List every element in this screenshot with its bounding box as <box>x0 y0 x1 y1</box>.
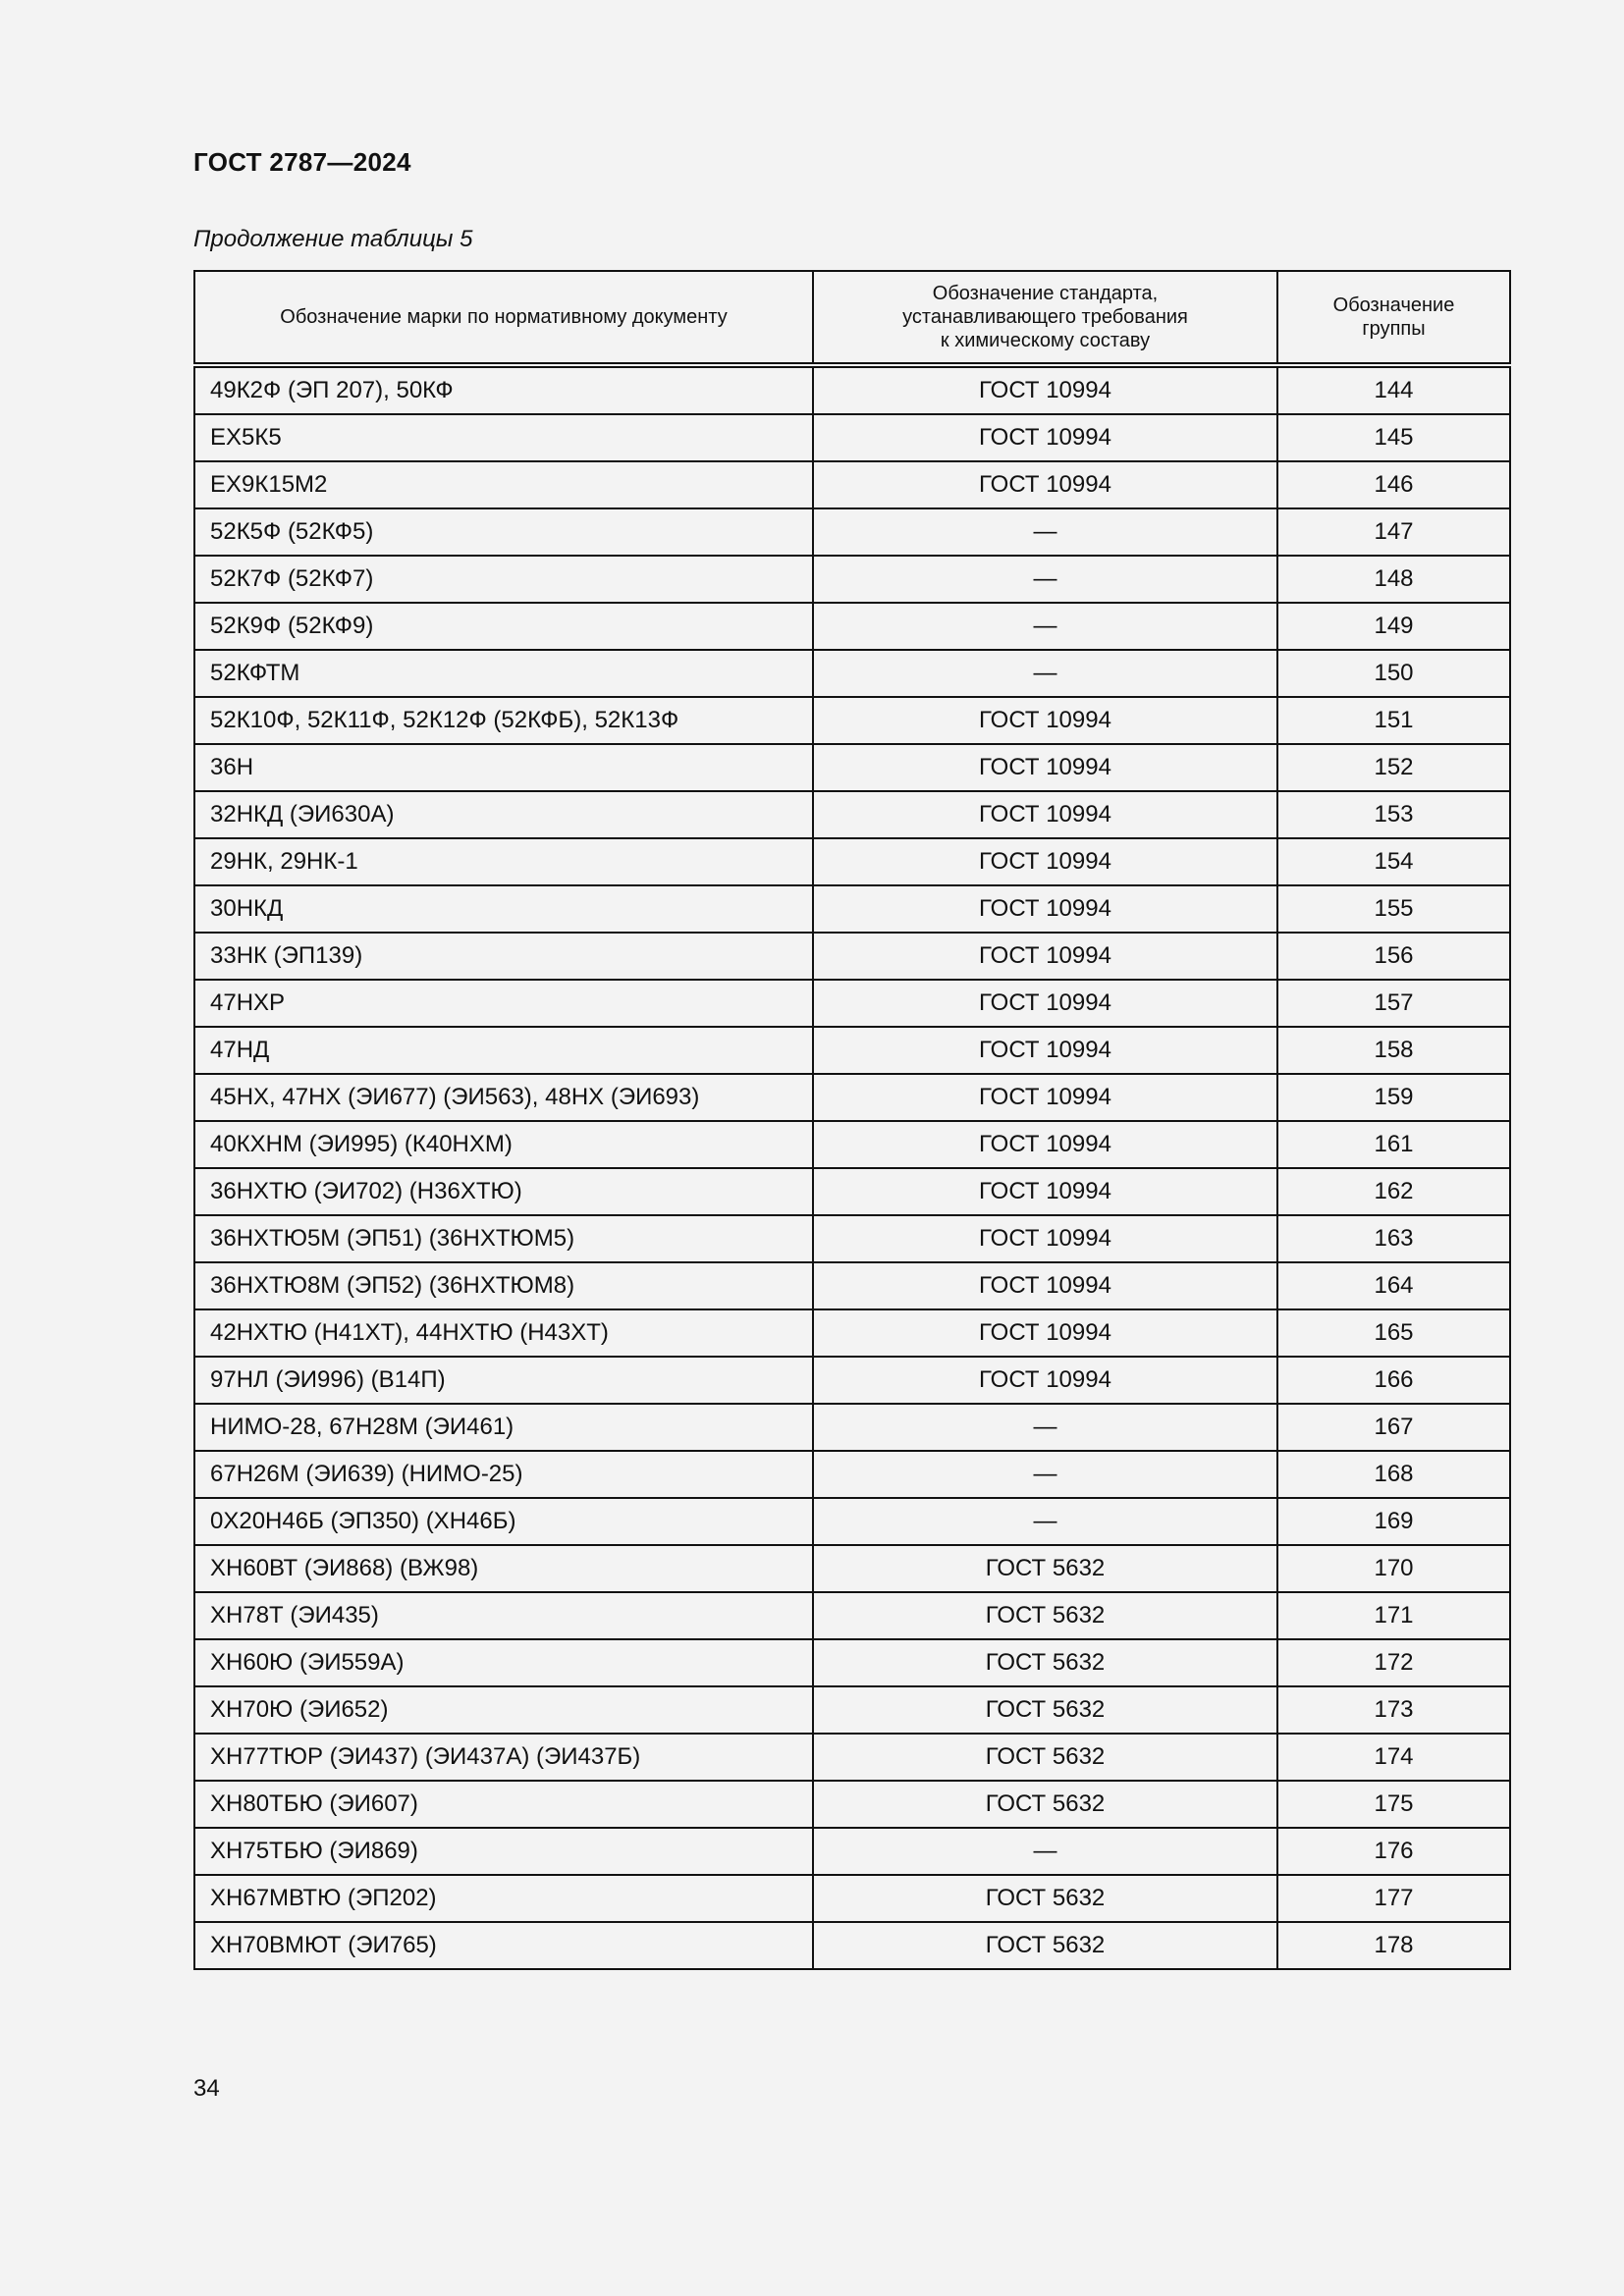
group-cell: 176 <box>1277 1828 1510 1875</box>
table-row <box>194 1686 1510 1734</box>
table-row <box>194 414 1510 461</box>
group-cell: 177 <box>1277 1875 1510 1922</box>
table-row <box>194 1168 1510 1215</box>
standard-cell: ГОСТ 10994 <box>813 1309 1277 1357</box>
standard-cell: ГОСТ 5632 <box>813 1639 1277 1686</box>
grade-cell: ХН70Ю (ЭИ652) <box>194 1686 813 1734</box>
group-cell: 174 <box>1277 1734 1510 1781</box>
table-row <box>194 461 1510 508</box>
grade-cell: 52К10Ф, 52К11Ф, 52К12Ф (52КФБ), 52К13Ф <box>194 697 813 744</box>
standard-cell: ГОСТ 10994 <box>813 980 1277 1027</box>
standard-cell: ГОСТ 10994 <box>813 365 1277 414</box>
grade-cell: 32НКД (ЭИ630А) <box>194 791 813 838</box>
grade-cell: ХН77ТЮР (ЭИ437) (ЭИ437А) (ЭИ437Б) <box>194 1734 813 1781</box>
grade-cell: 52КФТМ <box>194 650 813 697</box>
table-row <box>194 697 1510 744</box>
grade-cell: 49К2Ф (ЭП 207), 50КФ <box>194 365 813 414</box>
table-row <box>194 556 1510 603</box>
table-row <box>194 838 1510 885</box>
standard-cell: ГОСТ 5632 <box>813 1592 1277 1639</box>
group-cell: 159 <box>1277 1074 1510 1121</box>
grade-cell: ЕХ9К15М2 <box>194 461 813 508</box>
grade-cell: 0Х20Н46Б (ЭП350) (ХН46Б) <box>194 1498 813 1545</box>
table-row <box>194 1451 1510 1498</box>
table-row <box>194 1592 1510 1639</box>
table-row <box>194 508 1510 556</box>
table-row <box>194 1875 1510 1922</box>
table-row <box>194 1074 1510 1121</box>
grade-cell: 40КХНМ (ЭИ995) (К40НХМ) <box>194 1121 813 1168</box>
grade-cell: ХН78Т (ЭИ435) <box>194 1592 813 1639</box>
standard-cell: — <box>813 1451 1277 1498</box>
group-cell: 150 <box>1277 650 1510 697</box>
table-row <box>194 365 1510 414</box>
table-caption: Продолжение таблицы 5 <box>193 226 473 252</box>
standard-cell: ГОСТ 5632 <box>813 1686 1277 1734</box>
group-cell: 170 <box>1277 1545 1510 1592</box>
table-body <box>194 365 1510 1969</box>
group-cell: 147 <box>1277 508 1510 556</box>
grade-cell: 42НХТЮ (Н41ХТ), 44НХТЮ (Н43ХТ) <box>194 1309 813 1357</box>
header-row <box>194 271 1510 365</box>
table-row <box>194 744 1510 791</box>
group-cell: 162 <box>1277 1168 1510 1215</box>
group-cell: 153 <box>1277 791 1510 838</box>
standard-cell: ГОСТ 10994 <box>813 791 1277 838</box>
group-cell: 149 <box>1277 603 1510 650</box>
grades-table <box>193 270 1511 1970</box>
standard-cell: ГОСТ 5632 <box>813 1781 1277 1828</box>
group-cell: 155 <box>1277 885 1510 933</box>
grade-cell: 47НХР <box>194 980 813 1027</box>
grade-cell: НИМО-28, 67Н28М (ЭИ461) <box>194 1404 813 1451</box>
group-cell: 166 <box>1277 1357 1510 1404</box>
table-row <box>194 1545 1510 1592</box>
standard-cell: ГОСТ 10994 <box>813 1074 1277 1121</box>
group-cell: 171 <box>1277 1592 1510 1639</box>
group-cell: 156 <box>1277 933 1510 980</box>
grade-cell: 45НХ, 47НХ (ЭИ677) (ЭИ563), 48НХ (ЭИ693) <box>194 1074 813 1121</box>
standard-cell: — <box>813 650 1277 697</box>
grade-cell: ХН60ВТ (ЭИ868) (ВЖ98) <box>194 1545 813 1592</box>
standard-cell: ГОСТ 10994 <box>813 1121 1277 1168</box>
group-cell: 154 <box>1277 838 1510 885</box>
table-row <box>194 980 1510 1027</box>
document-header: ГОСТ 2787—2024 <box>193 147 411 177</box>
group-cell: 158 <box>1277 1027 1510 1074</box>
table-row <box>194 1781 1510 1828</box>
group-cell: 165 <box>1277 1309 1510 1357</box>
table-row <box>194 1309 1510 1357</box>
table-header <box>194 271 1510 365</box>
standard-cell: — <box>813 508 1277 556</box>
standard-cell: ГОСТ 10994 <box>813 461 1277 508</box>
table-row <box>194 1121 1510 1168</box>
table-row <box>194 1734 1510 1781</box>
standard-cell: — <box>813 603 1277 650</box>
group-cell: 172 <box>1277 1639 1510 1686</box>
group-cell: 144 <box>1277 365 1510 414</box>
standard-cell: — <box>813 556 1277 603</box>
standard-cell: ГОСТ 10994 <box>813 1027 1277 1074</box>
standard-cell: ГОСТ 10994 <box>813 838 1277 885</box>
grade-cell: 97НЛ (ЭИ996) (В14П) <box>194 1357 813 1404</box>
standard-cell: ГОСТ 10994 <box>813 933 1277 980</box>
standard-cell: ГОСТ 10994 <box>813 1215 1277 1262</box>
standard-cell: ГОСТ 5632 <box>813 1922 1277 1969</box>
page-number: 34 <box>193 2075 220 2102</box>
standard-cell: ГОСТ 5632 <box>813 1734 1277 1781</box>
grade-cell: ЕХ5К5 <box>194 414 813 461</box>
group-cell: 173 <box>1277 1686 1510 1734</box>
group-cell: 161 <box>1277 1121 1510 1168</box>
grade-cell: ХН75ТБЮ (ЭИ869) <box>194 1828 813 1875</box>
grade-cell: 52К7Ф (52КФ7) <box>194 556 813 603</box>
group-cell: 163 <box>1277 1215 1510 1262</box>
table-row <box>194 603 1510 650</box>
table-row <box>194 933 1510 980</box>
column-header-standard: Обозначение стандарта, устанавливающего требования к химическому составу <box>813 271 1277 365</box>
table-row <box>194 1922 1510 1969</box>
group-cell: 169 <box>1277 1498 1510 1545</box>
table-row <box>194 1357 1510 1404</box>
table-row <box>194 1828 1510 1875</box>
standard-cell: ГОСТ 5632 <box>813 1875 1277 1922</box>
grade-cell: ХН67МВТЮ (ЭП202) <box>194 1875 813 1922</box>
grade-cell: 33НК (ЭП139) <box>194 933 813 980</box>
grade-cell: 52К9Ф (52КФ9) <box>194 603 813 650</box>
grade-cell: ХН80ТБЮ (ЭИ607) <box>194 1781 813 1828</box>
grade-cell: 36НХТЮ5М (ЭП51) (36НХТЮМ5) <box>194 1215 813 1262</box>
group-cell: 145 <box>1277 414 1510 461</box>
grade-cell: 36НХТЮ8М (ЭП52) (36НХТЮМ8) <box>194 1262 813 1309</box>
group-cell: 175 <box>1277 1781 1510 1828</box>
group-cell: 151 <box>1277 697 1510 744</box>
grade-cell: 52К5Ф (52КФ5) <box>194 508 813 556</box>
table-row <box>194 1404 1510 1451</box>
table-row <box>194 885 1510 933</box>
group-cell: 167 <box>1277 1404 1510 1451</box>
standard-cell: ГОСТ 10994 <box>813 1168 1277 1215</box>
group-cell: 146 <box>1277 461 1510 508</box>
table-row <box>194 1027 1510 1074</box>
column-header-grade: Обозначение марки по нормативному документу <box>194 271 813 365</box>
grade-cell: 67Н26М (ЭИ639) (НИМО-25) <box>194 1451 813 1498</box>
table-row <box>194 791 1510 838</box>
table-row <box>194 650 1510 697</box>
grade-cell: ХН70ВМЮТ (ЭИ765) <box>194 1922 813 1969</box>
standard-cell: ГОСТ 10994 <box>813 697 1277 744</box>
grade-cell: 47НД <box>194 1027 813 1074</box>
standard-cell: ГОСТ 10994 <box>813 1262 1277 1309</box>
group-cell: 178 <box>1277 1922 1510 1969</box>
standard-cell: — <box>813 1498 1277 1545</box>
table-row <box>194 1215 1510 1262</box>
table-row <box>194 1262 1510 1309</box>
group-cell: 152 <box>1277 744 1510 791</box>
grade-cell: 30НКД <box>194 885 813 933</box>
standard-cell: ГОСТ 10994 <box>813 1357 1277 1404</box>
group-cell: 148 <box>1277 556 1510 603</box>
standard-cell: — <box>813 1404 1277 1451</box>
group-cell: 157 <box>1277 980 1510 1027</box>
standard-cell: ГОСТ 10994 <box>813 885 1277 933</box>
column-header-group: Обозначение группы <box>1277 271 1510 365</box>
grade-cell: 36Н <box>194 744 813 791</box>
grade-cell: 36НХТЮ (ЭИ702) (Н36ХТЮ) <box>194 1168 813 1215</box>
grade-cell: ХН60Ю (ЭИ559А) <box>194 1639 813 1686</box>
standard-cell: ГОСТ 10994 <box>813 744 1277 791</box>
grade-cell: 29НК, 29НК-1 <box>194 838 813 885</box>
standard-cell: ГОСТ 5632 <box>813 1545 1277 1592</box>
group-cell: 164 <box>1277 1262 1510 1309</box>
group-cell: 168 <box>1277 1451 1510 1498</box>
standard-cell: — <box>813 1828 1277 1875</box>
table-row <box>194 1498 1510 1545</box>
standard-cell: ГОСТ 10994 <box>813 414 1277 461</box>
table-row <box>194 1639 1510 1686</box>
